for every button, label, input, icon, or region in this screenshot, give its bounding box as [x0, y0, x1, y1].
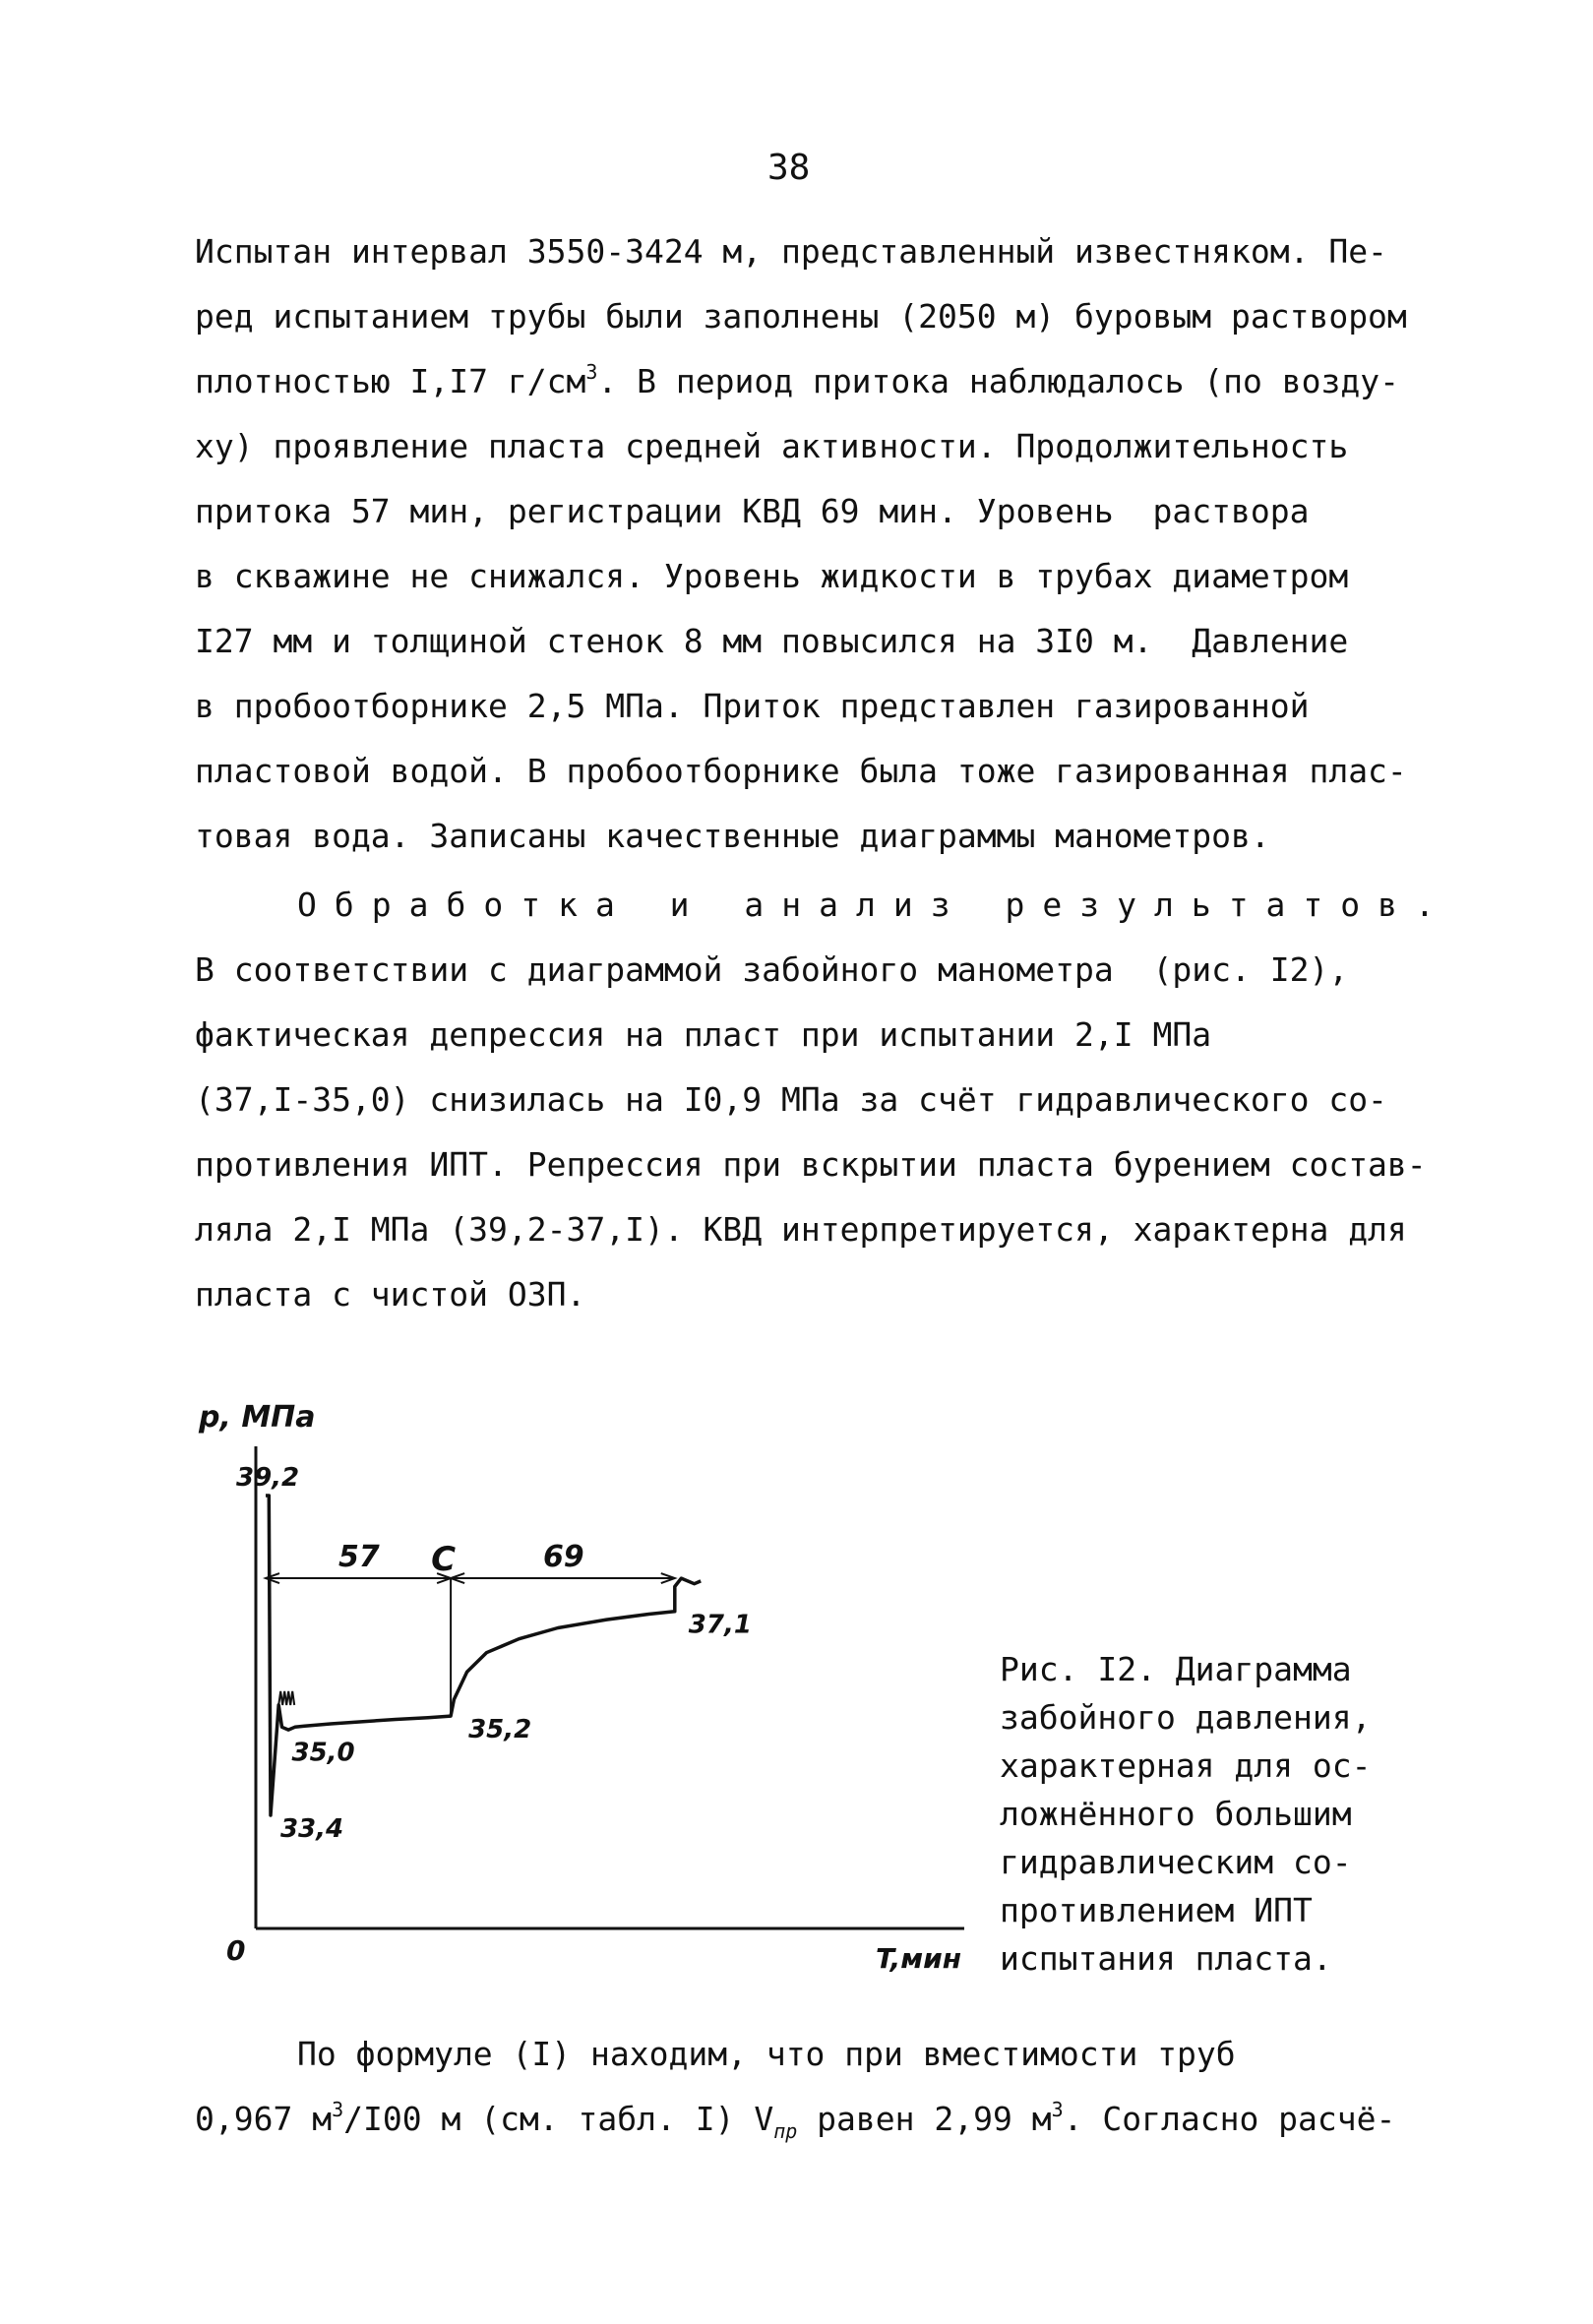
- text-line: ху) проявление пласта средней активности. Продолжительность: [195, 427, 1349, 465]
- caption-line: характерная для ос-: [1000, 1746, 1372, 1785]
- interval-label-57: 57: [338, 1540, 380, 1575]
- caption-line: забойного давления,: [1000, 1698, 1372, 1737]
- closure-marker: С: [431, 1540, 457, 1580]
- origin-label: 0: [226, 1934, 246, 1967]
- x-axis-label: T,мин: [876, 1942, 962, 1975]
- text-line: 0,967 $м^3/I00$ м (см. табл. I) $V_{пр}$ равен 2,99 $м^3$. Согласно расчё-: [195, 2098, 1396, 2143]
- section-heading: Обработка и анализ результатов.: [297, 886, 1452, 924]
- paragraph-1: [195, 219, 1474, 869]
- text-line: Испытан интервал 3550-3424 м, представленный известняком. Пе-: [195, 232, 1387, 271]
- paragraph-2: [195, 873, 1452, 1327]
- text-line: плотностью I,I7 $г/см^3$. В период притока наблюдалось (по возду-: [195, 360, 1399, 400]
- caption-line: противлением ИПТ: [1000, 1891, 1313, 1929]
- caption-line: испытания пласта.: [1000, 1939, 1332, 1978]
- text-line: пластовой водой. В пробоотборнике была тоже газированная плас-: [195, 752, 1407, 790]
- pressure-oscillation: [278, 1691, 294, 1705]
- text-line: (37,I-35,0) снизилась на I0,9 МПа за счёт гидравлического со-: [195, 1080, 1387, 1119]
- text-line: I27 мм и толщиной стенок 8 мм повысился на 3I0 м. Давление: [195, 622, 1349, 660]
- value-label: 39,2: [236, 1463, 300, 1493]
- text-line: ред испытанием трубы были заполнены (2050 м) буровым раствором: [195, 297, 1407, 336]
- text-line: товая вода. Записаны качественные диаграммы манометров.: [195, 817, 1270, 855]
- value-label: 35,0: [291, 1738, 355, 1768]
- y-axis-label: p, МПа: [199, 1400, 316, 1435]
- value-label: 35,2: [468, 1715, 532, 1745]
- text-line: ляла 2,I МПа (39,2-37,I). КВД интерпретируется, характерна для: [195, 1210, 1407, 1249]
- caption-line: гидравлическим со-: [1000, 1843, 1352, 1881]
- page-number: 38: [767, 148, 811, 188]
- value-label: 33,4: [279, 1814, 344, 1844]
- caption-line: ложнённого большим: [1000, 1795, 1352, 1833]
- text-line: пласта с чистой ОЗП.: [195, 1275, 586, 1314]
- value-label: 37,1: [688, 1610, 752, 1640]
- caption-line: Рис. I2. Диаграмма: [1000, 1650, 1352, 1688]
- text-line: фактическая депрессия на пласт при испытании 2,I МПа: [195, 1015, 1212, 1054]
- figure-caption: [1000, 1645, 1372, 1983]
- text-line: в пробоотборнике 2,5 МПа. Приток представлен газированной: [195, 687, 1310, 725]
- text-line: По формуле (I) находим, что при вместимости труб: [297, 2035, 1236, 2073]
- pressure-diagram: [177, 1377, 1004, 1988]
- paragraph-3: [195, 2022, 1474, 2152]
- interval-label-69: 69: [542, 1540, 584, 1575]
- text-line: в скважине не снижался. Уровень жидкости в трубах диаметром: [195, 557, 1349, 595]
- text-line: В соответствии с диаграммой забойного манометра (рис. I2),: [195, 950, 1349, 989]
- text-line: притока 57 мин, регистрации КВД 69 мин. Уровень раствора: [195, 492, 1310, 530]
- text-line: противления ИПТ. Репрессия при вскрытии пласта бурением состав-: [195, 1145, 1427, 1184]
